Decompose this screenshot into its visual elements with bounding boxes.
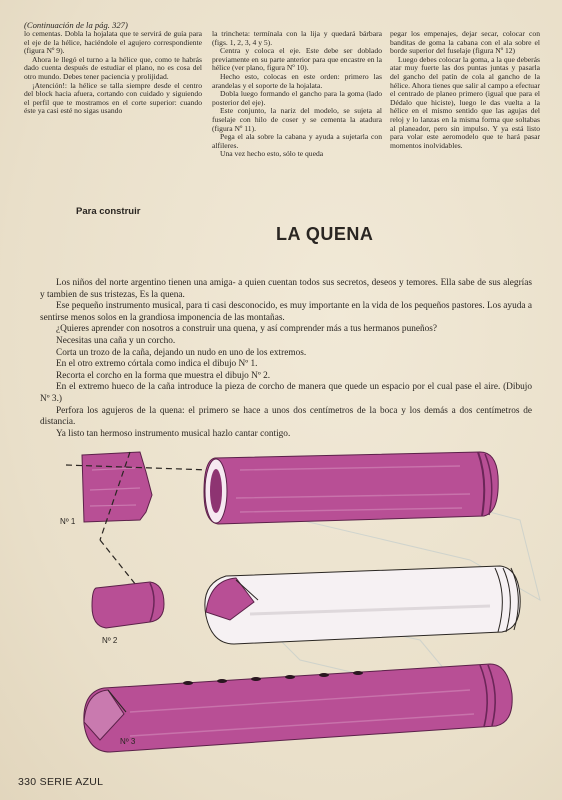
figure-3-finished-quena [84, 664, 512, 752]
paragraph: Corta un trozo de la caña, dejando un nudo en uno de los extremos. [56, 347, 307, 358]
paragraph: Centra y coloca el eje. Este debe ser doblado previamente en su parte anterior para que encastre en la hélice (ver plano, figura Nº 10). [212, 46, 382, 73]
figure-2-cork-and-cane [92, 566, 520, 644]
continuation-note: (Continuación de la pág. 327) [24, 20, 128, 30]
paragraph: Necesitas una caña y un corcho. [56, 335, 176, 346]
paragraph: pegar los empenajes, dejar secar, colocar con banditas de goma la cabana con el ala sobre el borde superior del fuselaje (figura Nº 12) [390, 29, 540, 56]
paragraph: Los niños del norte argentino tienen una amiga- a quien cuentan todos sus secretos, deseos y temores. Ella sabe de sus alegrías y tambien de sus tristezas, Es la quena. [40, 278, 532, 300]
paragraph: Hecho esto, colocas en este orden: primero las arandelas y el soporte de la hojalata. [212, 71, 382, 90]
paragraph: Este conjunto, la nariz del modelo, se sujeta al fuselaje con hilo de coser y se cementa la atadura (figura Nº 11). [212, 106, 382, 133]
paragraph: Ese pequeño instrumento musical, para ti casi desconocido, es muy importante en la vida de los pequeños pastores. Los ayuda a sentirse menos solos en la grandiosa imponencia de las montañas. [40, 301, 532, 323]
article-title: LA QUENA [276, 224, 374, 244]
paragraph: la trincheta: termínala con la lija y quedará bárbara (figs. 1, 2, 3, 4 y 5). [212, 29, 382, 47]
paragraph: ¿Quieres aprender con nosotros a construir una quena, y así comprender más a tus hermanos puneños? [56, 324, 438, 335]
paragraph: Una vez hecho esto, sólo te queda [220, 149, 324, 159]
paragraph: Ahora le llegó el turno a la hélice que, como te habrás dado cuenta después de estudiar el plano, no es cosa del otro mundo. Debes tener paciencia y prolijidad. [24, 54, 202, 81]
paragraph: Perfora los agujeros de la quena: el primero se hace a unos dos centímetros de la boca y los demás a dos centímetros de distancia. [40, 405, 532, 428]
paragraph: Dobla luego formando el gancho para la goma (lado posterior del eje). [212, 89, 382, 107]
paragraph: lo cementas. Dobla la hojalata que te servirá de guía para el eje de la hélice, haciéndole el agujero correspondiente (figura Nº 9). [24, 29, 202, 56]
paragraph: Pega el ala sobre la cabana y ayuda a sujetarla con alfileres. [212, 132, 382, 150]
page-footer: 330 SERIE AZUL [18, 776, 104, 788]
figure-label-3: Nº 3 [120, 737, 136, 746]
paragraph: Recorta el corcho en la forma que muestra el dibujo Nº 2. [56, 370, 271, 381]
figure-label-2: Nº 2 [102, 636, 118, 645]
paragraph: En el otro extremo córtala como indica el dibujo Nº 1. [56, 359, 258, 370]
figure-label-1: Nº 1 [60, 517, 76, 526]
paragraph: Ya listo tan hermoso instrumento musical hazlo cantar contigo. [56, 428, 291, 439]
section-label: Para construir [76, 206, 141, 217]
paragraph: ¡Atención!: la hélice se talla siempre desde el centro del block hacia afuera, cortando con cuidado y siguiendo el perfil que te mostramos en el corte superior: cuando éste ya casi esté no sigas usando [24, 80, 202, 116]
paragraph: En el extremo hueco de la caña introduce la pieza de corcho de manera que quede un espacio por el cual pase el aire. (Dibujo Nº 3.) [40, 382, 532, 404]
paragraph: Luego debes colocar la goma, a la que deberás atar muy fuerte las dos puntas juntas y pasarla del gancho del patín de cola al gancho de la hélice. Ahora tienes que salir al campo a efectuar el centrado de planeo primero (igual que para el Dédalo que hiciste), luego le das vuelta a la hélice en el mismo sentido que las agujas del reloj y lo lanzas en la misma forma que soltabas al planeador, pero sin impulso. Y ya está listo para volar este aeromodelo que te hará pasar momentos inolvidables. [390, 54, 540, 150]
